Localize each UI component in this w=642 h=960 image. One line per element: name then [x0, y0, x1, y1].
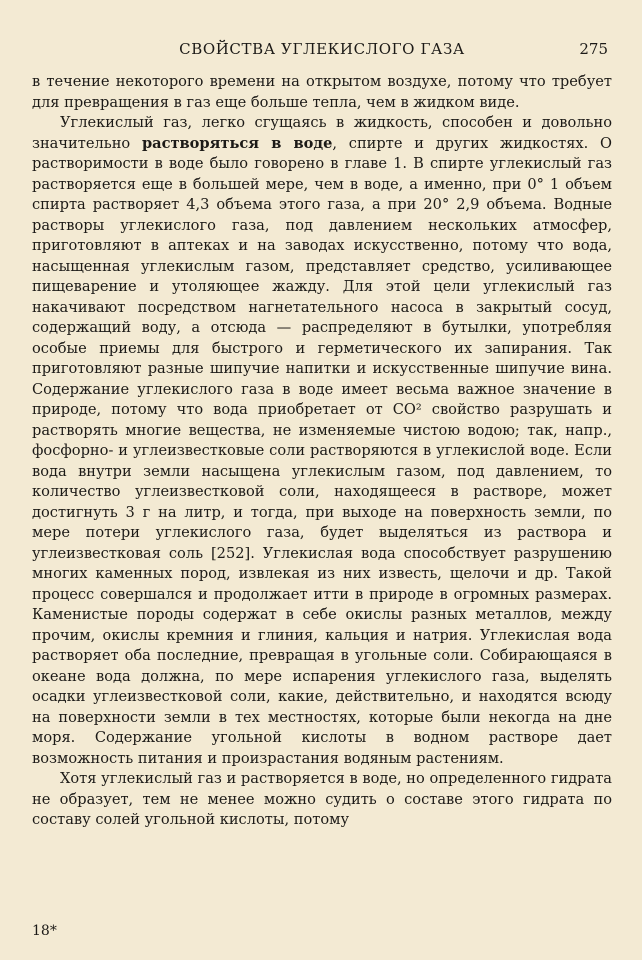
- paragraph-carbon-dioxide-solubility: [32, 113, 612, 769]
- emphasized-term: растворяться в воде: [141, 134, 333, 152]
- body-text: [32, 72, 612, 831]
- running-title: СВОЙСТВА УГЛЕКИСЛОГО ГАЗА: [179, 40, 465, 58]
- signature-mark: 18*: [32, 923, 57, 939]
- paragraph-text-rest: , спирте и других жидкостях. О растворимости в воде было говорено в главе 1. В спирте углекислый газ растворяется еще в большей мере, чем в воде, а именно, при 0° 1 объем спирта растворяет 4,3 объема этого газа, а при 20° 2,9 объема. Водные растворы углекислого газа, под давлением нескольких атмосфер, приготовляют в аптеках и на заводах искусственно, потому что вода, насыщенная углекислым газом, представляет средство, усиливающее пищеварение и утоляющее жажду. Для этой цели углекислый газ накачивают посредством нагнетательного насоса в закрытый сосуд, содержащий воду, а отсюда — распределяют в бутылки, употребляя особые приемы для быстрого и герметического их запирания. Так приготовляют разные шипучие напитки и искусственные шипучие вина. Содержание углекислого газа в воде имеет весьма важное значение в природе, потому что вода приобретает от CO² свойство разрушать и растворять многие вещества, не изменяемые чистою водою; так, напр., фосфорно- и углеизвестковые соли растворяются в углекислой воде. Если вода внутри земли насыщена углекислым газом, под давлением, то количество углеизвестковой соли, находящееся в растворе, может достигнуть 3 г на литр, и тогда, при выходе на поверхность земли, по мере потери углекислого газа, будет выделяться из раствора и углеизвестковая соль [252]. Углекислая вода способствует разрушению многих каменных пород, извлекая из них известь, щелочи и др. Такой процесс совершался и продолжает итти в природе в огромных размерах. Каменистые породы содержат в себе окислы разных металлов, между прочим, окислы кремния и глиния, кальция и натрия. Углекислая вода растворяет оба последние, превращая в угольные соли. Собирающаяся в океане вода должна, по мере испарения углекислого газа, выделять осадки углеизвестковой соли, какие, действительно, и находятся всюду на поверхности земли в тех местностях, которые были некогда на дне моря. Содержание угольной кислоты в водном растворе дает возможность питания и произрастания водяным растениям.: [32, 134, 612, 767]
- paragraph-continuation: в течение некоторого времени на открытом воздухе, потому что требует для превращения в газ еще больше тепла, чем в жидком виде.: [32, 73, 612, 111]
- page-number: 275: [579, 40, 608, 58]
- running-head: [32, 30, 612, 60]
- paragraph-hydrate: Хотя углекислый газ и растворяется в воде, но определенного гидрата не образует, тем не менее можно судить о составе этого гидрата по составу солей угольной кислоты, потому: [32, 770, 612, 828]
- paragraph-text-lead: Углекислый газ, легко сгущаясь в жидкость, способен и довольно значительно: [32, 114, 612, 152]
